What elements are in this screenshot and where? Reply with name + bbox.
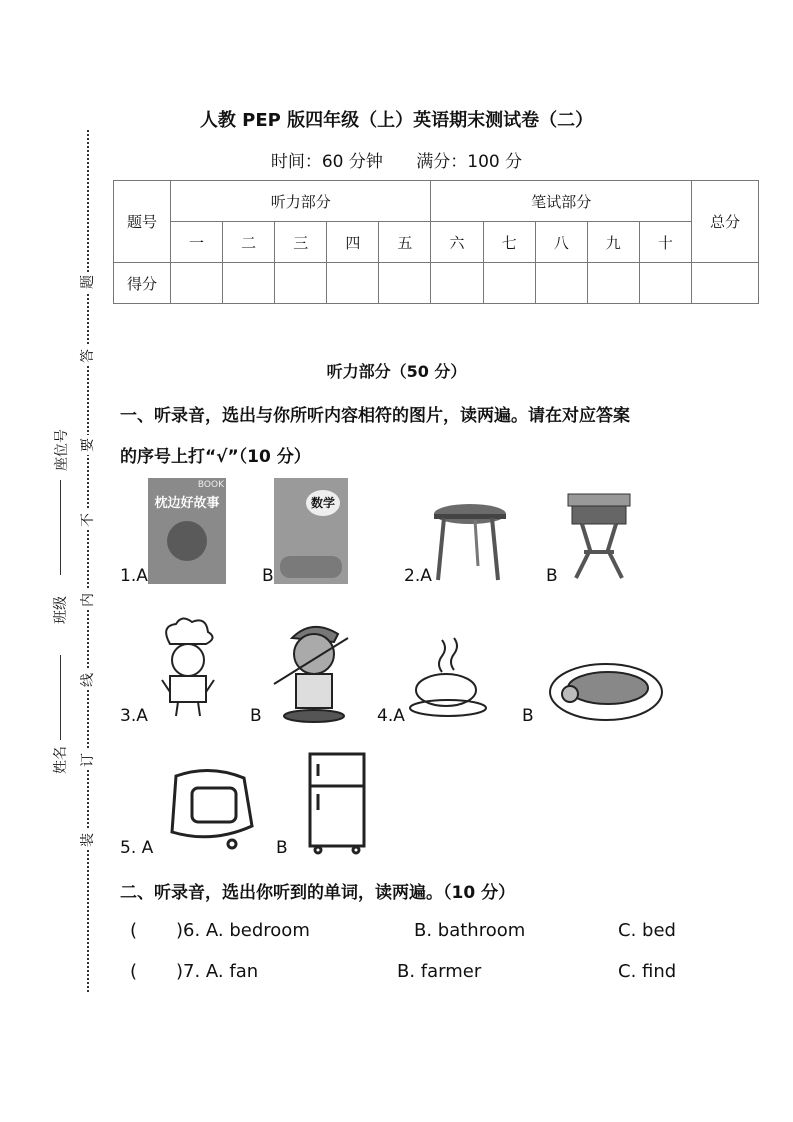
seal-char: 答 <box>78 346 98 366</box>
part-number: 六 <box>431 222 483 263</box>
book-title: 数学 <box>306 490 340 516</box>
farmer-image <box>272 612 362 724</box>
option-label[interactable]: 5. A <box>120 838 154 858</box>
option-label[interactable]: 1.A <box>120 566 148 586</box>
steak-image <box>548 660 666 726</box>
part-number: 三 <box>275 222 327 263</box>
fridge-image <box>304 750 372 856</box>
option-b: B. bathroom <box>414 920 526 941</box>
chicken-image <box>408 636 490 720</box>
class-label: 班级 <box>53 596 69 624</box>
table-image <box>430 500 510 584</box>
option-b: B. farmer <box>397 961 482 982</box>
part1-instruction: 的序号上打“√”（10 分） <box>120 447 311 467</box>
storybook-image <box>148 478 226 584</box>
part-number: 十 <box>639 222 691 263</box>
score-cell[interactable] <box>692 263 759 304</box>
part-number: 九 <box>587 222 639 263</box>
option-label[interactable]: B <box>276 838 288 858</box>
part-number: 一 <box>171 222 223 263</box>
score-label: 得分 <box>114 263 171 304</box>
book-tag: BOOK <box>197 480 224 490</box>
option-label[interactable]: B <box>546 566 558 586</box>
full-score: 满分：100 分 <box>416 152 523 172</box>
option-a: )7. A. fan <box>176 961 259 982</box>
score-cell[interactable] <box>171 263 223 304</box>
score-cell[interactable] <box>587 263 639 304</box>
exam-title: 人教 PEP 版四年级（上）英语期末测试卷（二） <box>199 110 594 131</box>
seal-char: 订 <box>78 750 98 770</box>
part1-instruction: 一、听录音，选出与你所听内容相符的图片，读两遍。请在对应答案 <box>120 406 630 426</box>
option-label[interactable]: 4.A <box>377 706 405 726</box>
score-cell[interactable] <box>327 263 379 304</box>
book-title: 枕边好故事 <box>154 496 220 511</box>
answer-bracket[interactable]: ( <box>130 920 138 941</box>
seal-char: 装 <box>78 830 98 850</box>
option-label[interactable]: B <box>250 706 262 726</box>
seal-char: 线 <box>78 670 98 690</box>
option-a: )6. A. bedroom <box>176 920 310 941</box>
score-cell[interactable] <box>535 263 587 304</box>
listening-header: 听力部分 <box>171 181 431 222</box>
phone-image <box>162 766 260 852</box>
class-field[interactable] <box>60 655 61 740</box>
option-label[interactable]: B <box>262 566 274 586</box>
seal-char: 内 <box>78 590 98 610</box>
part-number: 五 <box>379 222 431 263</box>
option-c: C. bed <box>618 920 676 941</box>
total-header: 总分 <box>692 181 759 263</box>
seal-char: 题 <box>78 272 98 292</box>
seal-char: 不 <box>78 510 98 530</box>
seal-char: 要 <box>78 435 98 455</box>
part-number: 八 <box>535 222 587 263</box>
score-cell[interactable] <box>223 263 275 304</box>
option-label[interactable]: B <box>522 706 534 726</box>
writing-header: 笔试部分 <box>431 181 692 222</box>
option-label[interactable]: 3.A <box>120 706 148 726</box>
math-book-image <box>274 478 348 584</box>
part2-instruction: 二、听录音，选出你听到的单词，读两遍。（10 分） <box>120 883 516 903</box>
part-number: 七 <box>483 222 535 263</box>
cook-image <box>156 614 220 720</box>
time-limit: 时间：60 分钟 <box>270 152 383 172</box>
score-cell[interactable] <box>379 263 431 304</box>
name-label: 姓名 <box>53 746 69 774</box>
part-number: 四 <box>327 222 379 263</box>
seat-number-label: 座位号 <box>54 429 70 471</box>
score-cell[interactable] <box>275 263 327 304</box>
option-c: C. find <box>618 961 677 982</box>
score-cell[interactable] <box>483 263 535 304</box>
option-label[interactable]: 2.A <box>404 566 432 586</box>
score-table <box>113 180 759 304</box>
row-label: 题号 <box>114 181 171 263</box>
section-title: 听力部分（50 分） <box>326 362 467 381</box>
part-number: 二 <box>223 222 275 263</box>
seat-number-field[interactable] <box>60 480 61 575</box>
score-cell[interactable] <box>639 263 691 304</box>
binding-line <box>87 130 89 992</box>
desk-image <box>562 490 637 585</box>
score-cell[interactable] <box>431 263 483 304</box>
answer-bracket[interactable]: ( <box>130 961 138 982</box>
exam-info <box>0 147 793 172</box>
